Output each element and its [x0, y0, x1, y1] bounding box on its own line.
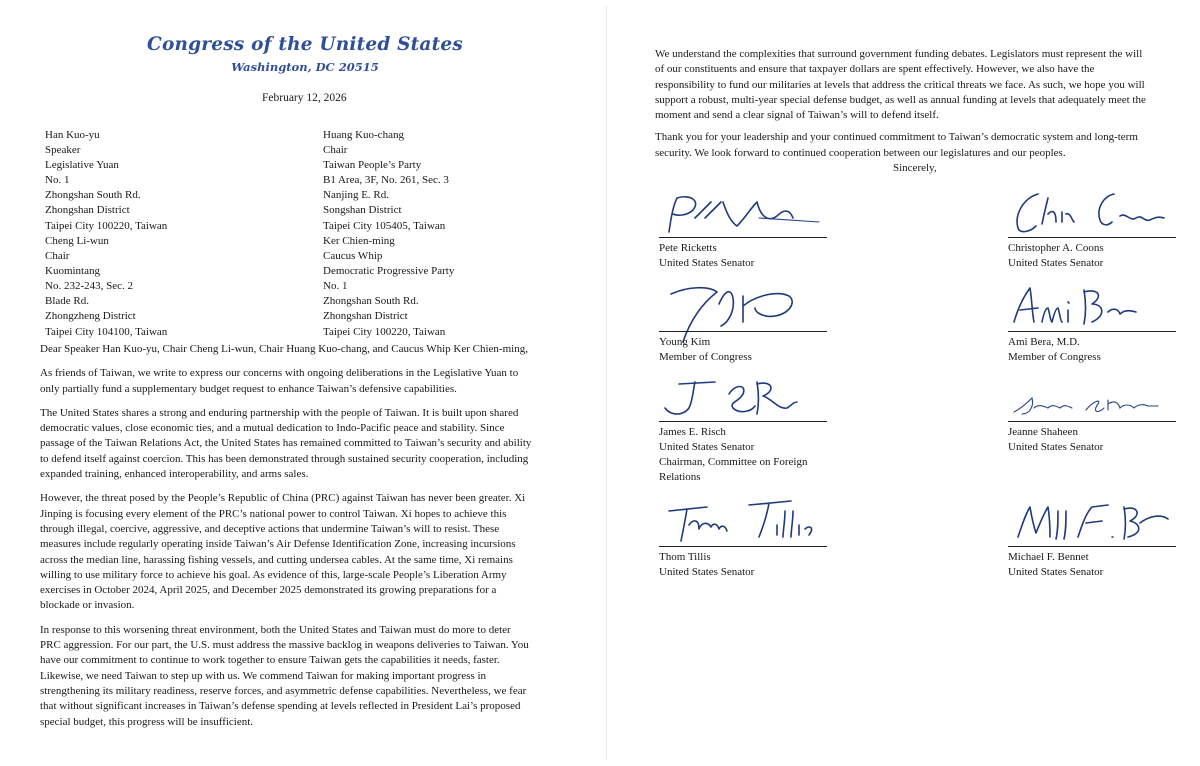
- page-gutter: [606, 6, 607, 760]
- handwritten-signature: [1008, 497, 1178, 547]
- address-line: Huang Kuo-chang: [323, 129, 404, 141]
- signatory-name: Christopher A. Coons: [1008, 242, 1104, 254]
- address-line: Caucus Whip: [323, 250, 383, 263]
- signature-line: [1008, 546, 1176, 547]
- address-line: Taipei City 100220, Taiwan: [45, 219, 168, 232]
- body-line: moment and send a clear signal of Taiwan’s will to defend itself.: [655, 109, 939, 122]
- signatory-title: United States Senator: [1008, 566, 1104, 578]
- signatory-title: Relations: [659, 471, 701, 483]
- letter-body-right: [655, 47, 1180, 168]
- letterhead: [120, 34, 490, 74]
- address-line: Taipei City 105405, Taiwan: [323, 219, 446, 232]
- address-line: Zhongshan South Rd.: [45, 189, 141, 202]
- handwritten-signature: [659, 372, 829, 422]
- address-line: B1 Area, 3F, No. 261, Sec. 3: [323, 174, 449, 187]
- letter-date: February 12, 2026: [262, 92, 347, 104]
- signature-line: [1008, 331, 1176, 332]
- body-line: Likewise, we need Taiwan to step up with us. We commend Taiwan for making important progress in: [40, 669, 487, 682]
- body-line: that without significant increases in Taiwan’s defense spending at levels reflected in President Lai’s proposed: [40, 700, 521, 713]
- body-paragraph: [40, 366, 580, 397]
- signatory-name: Michael F. Bennet: [1008, 551, 1089, 563]
- address-line: Speaker: [45, 144, 81, 157]
- address-line: Zhongshan District: [323, 310, 408, 323]
- signature-line: [659, 237, 827, 238]
- address-line: Taipei City 100220, Taiwan: [323, 325, 446, 338]
- address-line: Taipei City 104100, Taiwan: [45, 325, 168, 338]
- body-paragraph: [40, 623, 580, 730]
- body-paragraph: [40, 491, 580, 613]
- signatory-name: Jeanne Shaheen: [1008, 426, 1078, 438]
- body-line: security. We look forward to continued cooperation between our legislatures and our peoples.: [655, 146, 1066, 159]
- signatory-title: Member of Congress: [659, 351, 752, 363]
- signatory-title: United States Senator: [659, 441, 755, 453]
- address-line: Cheng Li-wun: [45, 235, 109, 247]
- body-line: However, the threat posed by the People’s Republic of China (PRC) against Taiwan has never been greater. Xi: [40, 492, 526, 505]
- signature-line: [1008, 237, 1176, 238]
- signatory-name: James E. Risch: [659, 426, 726, 438]
- body-paragraph: [655, 47, 1180, 123]
- address-line: Nanjing E. Rd.: [323, 189, 389, 202]
- body-line: passage of the Taiwan Relations Act, the United States has remained committed to Taiwan’s security and ability: [40, 437, 532, 450]
- body-line: Jinping is focusing every element of the PRC’s national power to control Taiwan. Xi hopes to achieve this: [40, 507, 507, 520]
- address-line: Zhongshan South Rd.: [323, 295, 419, 308]
- address-line: Blade Rd.: [45, 295, 89, 308]
- address-line: Democratic Progressive Party: [323, 265, 455, 278]
- handwritten-signature: [1008, 282, 1178, 332]
- address-line: No. 1: [45, 174, 70, 187]
- body-paragraph: [40, 406, 580, 482]
- recipient-address-ker: [323, 234, 454, 340]
- signatory-title: United States Senator: [659, 257, 755, 269]
- body-paragraph: [655, 130, 1180, 161]
- address-line: Zhongzheng District: [45, 310, 136, 323]
- signatory-title: United States Senator: [1008, 441, 1104, 453]
- body-line: responsibility to fund our militaries at levels that address the critical threats we face. As such, we hope you will: [655, 78, 1145, 91]
- signature-line: [659, 421, 827, 422]
- signature-line: [659, 331, 827, 332]
- closing: Sincerely,: [893, 162, 937, 174]
- address-line: No. 1: [323, 280, 348, 293]
- body-line: We understand the complexities that surround government funding debates. Legislators must represent the will: [655, 48, 1143, 60]
- body-line: support a robust, multi-year special defense budget, as well as annual funding at levels that adequately meet the: [655, 93, 1146, 106]
- handwritten-signature: [1008, 372, 1178, 422]
- handwritten-signature: [659, 188, 829, 238]
- handwritten-signature: [659, 497, 829, 547]
- body-line: strengthening its military readiness, reserve forces, and asymmetric defense capabilities. Nevertheless, we fear: [40, 684, 527, 697]
- recipient-address-han: [45, 128, 167, 234]
- address-line: Chair: [323, 144, 348, 157]
- address-line: Taiwan People’s Party: [323, 159, 422, 172]
- address-line: Legislative Yuan: [45, 159, 119, 172]
- letter-body-left: [40, 342, 580, 739]
- body-line: As friends of Taiwan, we write to express our concerns with ongoing deliberations in the Legislative Yuan to: [40, 367, 519, 380]
- recipient-address-huang: [323, 128, 449, 234]
- body-line: special budget, this progress will be insufficient.: [40, 715, 254, 728]
- address-line: No. 232-243, Sec. 2: [45, 280, 133, 293]
- address-line: Zhongshan District: [45, 204, 130, 217]
- signatory-name: Pete Ricketts: [659, 242, 717, 254]
- body-line: measures include regularly operating inside Taiwan’s Air Defense Identification Zone, increasing incursions: [40, 538, 516, 551]
- body-line: willing to use military force to achieve his goal. As evidence of this, large-scale People’s Liberation Army: [40, 568, 507, 581]
- body-line: through illegal, coercive, aggressive, and deceptive actions that undermine Taiwan’s will to resist. These: [40, 522, 500, 535]
- body-line: blockade or invasion.: [40, 599, 135, 612]
- signatory-name: Thom Tillis: [659, 551, 711, 563]
- signatory-name: Ami Bera, M.D.: [1008, 336, 1080, 348]
- body-line: The United States shares a strong and enduring partnership with the people of Taiwan. It is built upon shared: [40, 406, 519, 419]
- address-line: Chair: [45, 250, 70, 263]
- address-line: Kuomintang: [45, 265, 100, 278]
- body-line: PRC aggression. For our part, the U.S. must address the massive backlog in weapons deliveries to Taiwan. You: [40, 639, 529, 652]
- recipient-address-cheng: [45, 234, 167, 340]
- signatory-name: Young Kim: [659, 336, 711, 348]
- address-line: Han Kuo-yu: [45, 129, 100, 141]
- letterhead-title: Congress of the United States: [147, 34, 463, 55]
- signatory-title: Member of Congress: [1008, 351, 1101, 363]
- body-line: have our commitment to continue to work together to ensure Taiwan gets the capabilities it needs, faster.: [40, 654, 500, 667]
- signature-line: [1008, 421, 1176, 422]
- handwritten-signature: [1008, 188, 1178, 238]
- signatory-title: United States Senator: [659, 566, 755, 578]
- body-line: In response to this worsening threat environment, both the United States and Taiwan must do more to deter: [40, 623, 511, 636]
- address-line: Ker Chien-ming: [323, 235, 395, 247]
- signatory-title: Chairman, Committee on Foreign: [659, 456, 808, 468]
- signatory-title: United States Senator: [1008, 257, 1104, 269]
- body-line: expanded training, enhanced interoperability, and arms sales.: [40, 468, 309, 481]
- body-line: of our constituents and ensure that taxpayer dollars are spent effectively. However, we also have the: [655, 63, 1095, 76]
- body-line: Thank you for your leadership and your continued commitment to Taiwan’s democratic system and long-term: [655, 131, 1138, 144]
- body-line: to defend itself against coercion. This has been demonstrated through sustained security cooperation, including: [40, 452, 529, 465]
- body-line: democratic values, close economic ties, and a mutual dedication to Indo-Pacific peace and stability. Since: [40, 422, 505, 435]
- signature-line: [659, 546, 827, 547]
- salutation: Dear Speaker Han Kuo-yu, Chair Cheng Li-wun, Chair Huang Kuo-chang, and Caucus Whip Ker Chien-ming,: [40, 343, 528, 355]
- letterhead-city: Washington, DC 20515: [231, 60, 379, 74]
- body-line: only partially fund a supplementary budget request to enhance Taiwan’s defensive capabilities.: [40, 382, 457, 395]
- body-line: exercises in October 2024, April 2025, and December 2025 demonstrated its growing preparations for a: [40, 584, 497, 597]
- address-line: Songshan District: [323, 204, 402, 217]
- body-line: across the median line, harassing fishing vessels, and cutting undersea cables. At the same time, Xi remains: [40, 553, 513, 566]
- handwritten-signature: [659, 282, 829, 332]
